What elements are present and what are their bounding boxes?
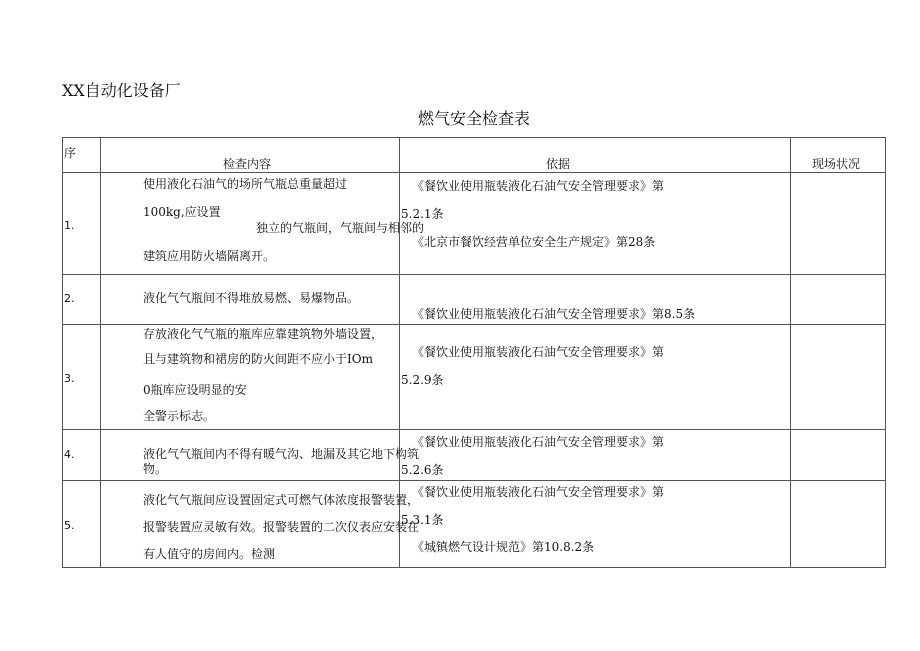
header-status-label: 现场状况 xyxy=(812,157,861,171)
content-line: 液化气气瓶间内不得有暖气沟、地漏及其它地下构筑 xyxy=(143,447,420,461)
status-cell xyxy=(791,173,886,275)
seq-cell xyxy=(63,173,101,275)
content-line: 0瓶库应设明显的安 xyxy=(143,383,247,397)
content-line: 独立的气瓶间，气瓶间与相邻的 xyxy=(256,221,425,235)
basis-line: 《餐饮业使用瓶装液化石油气安全管理要求》第 xyxy=(412,179,665,193)
basis-line: 《城镇燃气设计规范》第10.8.2条 xyxy=(412,540,595,554)
status-cell xyxy=(791,430,886,481)
seq-cell xyxy=(63,325,101,430)
status-cell xyxy=(791,481,886,568)
basis-line: 5.3.1条 xyxy=(401,513,444,527)
basis-line: 5.2.6条 xyxy=(401,463,444,477)
basis-line: 《餐饮业使用瓶装液化石油气安全管理要求》第8.5条 xyxy=(412,307,696,321)
content-cell xyxy=(101,430,420,481)
header-content-label: 检查内容 xyxy=(223,157,272,171)
basis-line: 5.2.9条 xyxy=(401,373,444,387)
seq-number: 1. xyxy=(64,219,75,232)
seq-number: 5. xyxy=(64,519,75,532)
content-line: 液化气气瓶间应设置固定式可燃气体浓度报警装置， xyxy=(143,493,420,507)
company-name: XX自动化设备厂 xyxy=(62,81,181,100)
seq-cell xyxy=(63,430,101,481)
seq-number: 3. xyxy=(64,372,75,385)
table-row xyxy=(63,325,886,430)
form-title: 燃气安全检查表 xyxy=(418,109,531,128)
status-cell xyxy=(791,325,886,430)
basis-cell xyxy=(400,430,791,481)
basis-cell xyxy=(400,481,791,568)
table-row xyxy=(63,275,886,325)
header-basis-label: 依据 xyxy=(546,157,571,171)
basis-line: 《餐饮业使用瓶装液化石油气安全管理要求》第 xyxy=(412,485,665,499)
content-line: 建筑应用防火墙隔离开。 xyxy=(143,249,276,263)
content-cell xyxy=(101,325,400,430)
basis-line: 《餐饮业使用瓶装液化石油气安全管理要求》第 xyxy=(412,345,665,359)
content-cell xyxy=(101,275,400,325)
content-line: 使用液化石油气的场所气瓶总重量超过 xyxy=(143,177,348,191)
seq-cell xyxy=(63,481,101,568)
basis-line: 《北京市餐饮经营单位安全生产规定》第28条 xyxy=(412,235,656,249)
header-seq-label: 序 xyxy=(64,146,77,160)
table-header-row xyxy=(63,138,886,173)
seq-cell xyxy=(63,275,101,325)
header-seq xyxy=(63,138,101,173)
status-cell xyxy=(791,275,886,325)
content-line: 100kg,应设置 xyxy=(143,205,221,219)
header-basis xyxy=(400,138,791,173)
basis-cell xyxy=(400,275,791,325)
content-line: 存放液化气气瓶的瓶库应靠建筑物外墙设置， xyxy=(143,327,384,341)
header-content xyxy=(101,138,400,173)
seq-number: 4. xyxy=(64,448,75,461)
header-status xyxy=(791,138,886,173)
table-row xyxy=(63,430,886,481)
basis-line: 5.2.1条 xyxy=(401,207,444,221)
content-line: 全警示标志。 xyxy=(143,409,216,423)
basis-cell xyxy=(400,325,791,430)
table-row xyxy=(63,481,886,568)
content-line: 物。 xyxy=(143,462,168,476)
seq-number: 2. xyxy=(64,292,75,305)
safety-check-table xyxy=(62,137,886,568)
table-row xyxy=(63,173,886,275)
content-line: 报警装置应灵敏有效。报警装置的二次仪表应安装在 xyxy=(143,520,420,534)
content-line: 有人值守的房间内。检测 xyxy=(143,547,276,561)
content-cell xyxy=(101,481,420,568)
content-line: 液化气气瓶间不得堆放易燃、易爆物品。 xyxy=(143,291,360,305)
basis-line: 《餐饮业使用瓶装液化石油气安全管理要求》第 xyxy=(412,435,665,449)
basis-cell xyxy=(400,173,791,275)
content-line: 且与建筑物和裙房的防火间距不应小于IOm xyxy=(143,352,373,366)
